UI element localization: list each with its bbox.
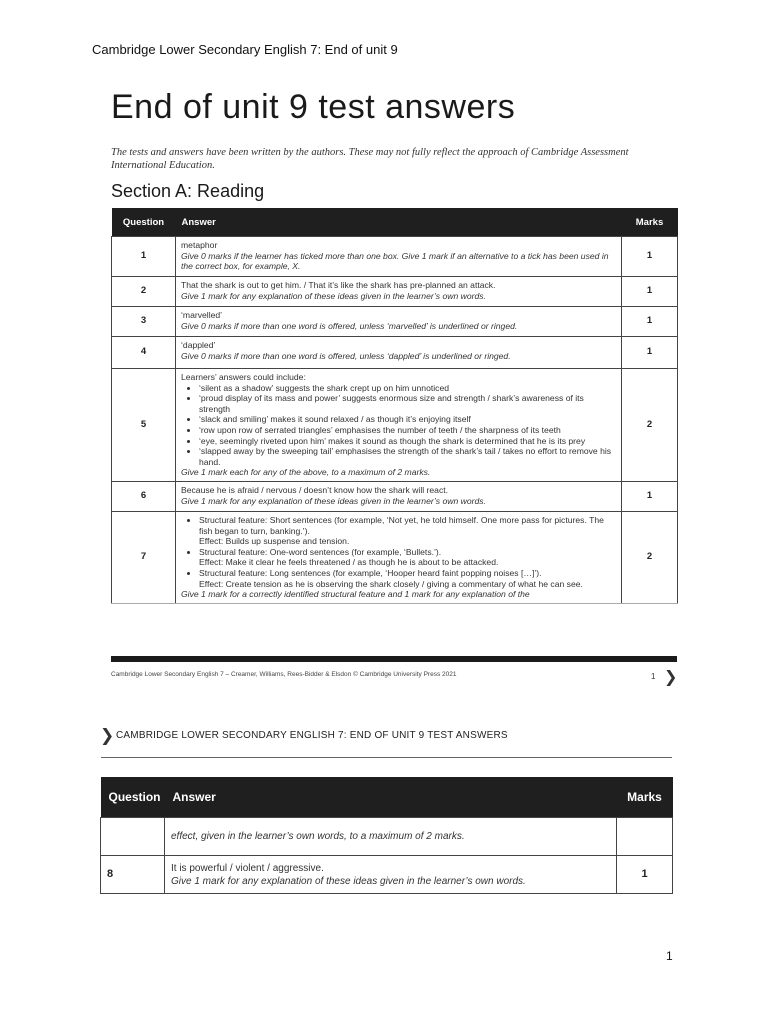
table-row [101, 856, 673, 894]
table-row [112, 481, 678, 511]
answer-cell [176, 511, 622, 603]
answer-text: ‘dappled’ [181, 340, 216, 350]
answer-cell [176, 481, 622, 511]
marking-note: Give 1 mark each for any of the above, to a maximum of 2 marks. [181, 467, 431, 478]
marking-note: Give 0 marks if the learner has ticked more than one box. Give 1 mark if an alternative to a tick has been used in the correct box, for example, X. [181, 250, 609, 272]
table-row [112, 369, 678, 482]
footer-page-number: 1 [651, 672, 656, 681]
chevron-right-icon: ❯ [100, 726, 115, 745]
structural-feature: Structural feature: One-word sentences (for example, ‘Bullets.’). [199, 546, 442, 557]
list-item: • ‘silent as a shadow’ suggests the shark crept up on him unnoticed [199, 383, 616, 394]
table-row [112, 511, 678, 603]
footer-rule [111, 656, 677, 662]
answer-cell [165, 856, 617, 894]
intro-note: The tests and answers have been written by the authors. These may not fully reflect the approach of Cambridge Assessment International Education. [111, 147, 629, 171]
page-title: End of unit 9 test answers [111, 88, 516, 126]
answer-text: metaphor [181, 240, 218, 250]
marking-note: Give 0 marks if more than one word is offered, unless ‘marvelled’ is underlined or ringed. [181, 320, 518, 331]
table-row [112, 277, 678, 307]
list-item: • ‘slack and smiling’ makes it sound relaxed / as though it’s enjoying itself [199, 414, 616, 425]
marking-note: Give 1 mark for any explanation of these ideas given in the learner’s own words. [171, 875, 526, 887]
answer-text: Because he is afraid / nervous / doesn’t know how the shark will react. [181, 484, 449, 495]
table-header-row [101, 777, 673, 818]
answer-bullet-list [181, 383, 616, 468]
marking-note: Give 1 mark for any explanation of these ideas given in the learner’s own words. [181, 290, 486, 301]
answer-text: ‘marvelled’ [181, 310, 223, 320]
table-row [112, 337, 678, 369]
answers-table [111, 208, 678, 604]
page-footer: Cambridge Lower Secondary English 7 – Creamer, Williams, Rees-Bidder & Elsdon © Cambridge University Press 2021 [111, 671, 457, 678]
list-item [199, 515, 616, 547]
question-number: 4 [112, 337, 176, 369]
question-column-header: Question [101, 777, 165, 818]
answer-cell [176, 277, 622, 307]
marking-note: Give 1 mark for any explanation of these ideas given in the learner’s own words. [181, 495, 486, 506]
answers-table-continued [100, 777, 673, 894]
table-row [112, 237, 678, 277]
section-title: Section A: Reading [111, 181, 265, 201]
marks-value [617, 818, 673, 856]
answer-cell [176, 337, 622, 369]
answer-cell [176, 307, 622, 337]
document-header: Cambridge Lower Secondary English 7: End of unit 9 [92, 42, 398, 57]
marks-column-header: Marks [617, 777, 673, 818]
feature-effect: Effect: Builds up suspense and tension. [199, 536, 350, 547]
table-row [101, 818, 673, 856]
marking-note: Give 1 mark for a correctly identified structural feature and 1 mark for any explanation of the [181, 589, 530, 600]
marking-note: Give 0 marks if more than one word is offered, unless ‘dappled’ is underlined or ringed. [181, 350, 511, 361]
list-item: • ‘proud display of its mass and power’ suggests enormous size and strength / shark’s awareness of its strength [199, 393, 616, 414]
marks-value: 1 [622, 337, 678, 369]
question-column-header: Question [112, 208, 176, 237]
question-number: 1 [112, 237, 176, 277]
list-item: • ‘slapped away by the sweeping tail’ emphasises the strength of the shark’s tail / takes no effort to remove his hand. [199, 446, 616, 467]
answer-cell [176, 369, 622, 482]
answer-text: It is powerful / violent / aggressive. [171, 862, 324, 874]
structural-feature: Structural feature: Long sentences (for example, ‘Hooper heard faint popping noises […]’). [199, 567, 542, 578]
question-number: 8 [101, 856, 165, 894]
marks-value: 2 [622, 369, 678, 482]
answer-column-header: Answer [165, 777, 617, 818]
answer-text: That the shark is out to get him. / That it’s like the shark has pre-planned an attack. [181, 280, 496, 290]
marks-value: 1 [622, 481, 678, 511]
table-header-row [112, 208, 678, 237]
marks-value: 1 [622, 237, 678, 277]
question-number: 5 [112, 369, 176, 482]
page-number: 1 [666, 949, 673, 963]
answer-cell [176, 237, 622, 277]
feature-effect: Effect: Make it clear he feels threatened / as though he is about to be attacked. [199, 557, 499, 568]
list-item [199, 568, 616, 589]
question-number: 6 [112, 481, 176, 511]
header-rule [101, 757, 672, 758]
marks-value: 1 [617, 856, 673, 894]
marks-value: 1 [622, 277, 678, 307]
feature-effect: Effect: Create tension as he is observing the shark closely / giving a commentary of what he can see. [199, 578, 583, 589]
marking-note: effect, given in the learner’s own words, to a maximum of 2 marks. [165, 818, 617, 856]
list-item [199, 547, 616, 568]
marks-value: 2 [622, 511, 678, 603]
running-header: CAMBRIDGE LOWER SECONDARY ENGLISH 7: END OF UNIT 9 TEST ANSWERS [116, 730, 508, 741]
question-number [101, 818, 165, 856]
list-item: • ‘row upon row of serrated triangles’ emphasises the number of teeth / the sharpness of its teeth [199, 425, 616, 436]
structural-feature: Structural feature: Short sentences (for example, ‘Not yet, he told himself. One more pass for pictures. The fish began to turn, banking.’). [199, 514, 604, 536]
question-number: 3 [112, 307, 176, 337]
chevron-right-icon: ❯ [664, 669, 678, 686]
answer-intro: Learners’ answers could include: [181, 372, 306, 382]
marks-column-header: Marks [622, 208, 678, 237]
answer-bullet-list [181, 515, 616, 589]
table-row [112, 307, 678, 337]
marks-value: 1 [622, 307, 678, 337]
question-number: 2 [112, 277, 176, 307]
list-item: • ‘eye, seemingly riveted upon him’ makes it sound as though the shark is determined that he is its prey [199, 436, 616, 447]
question-number: 7 [112, 511, 176, 603]
answer-column-header: Answer [176, 208, 622, 237]
